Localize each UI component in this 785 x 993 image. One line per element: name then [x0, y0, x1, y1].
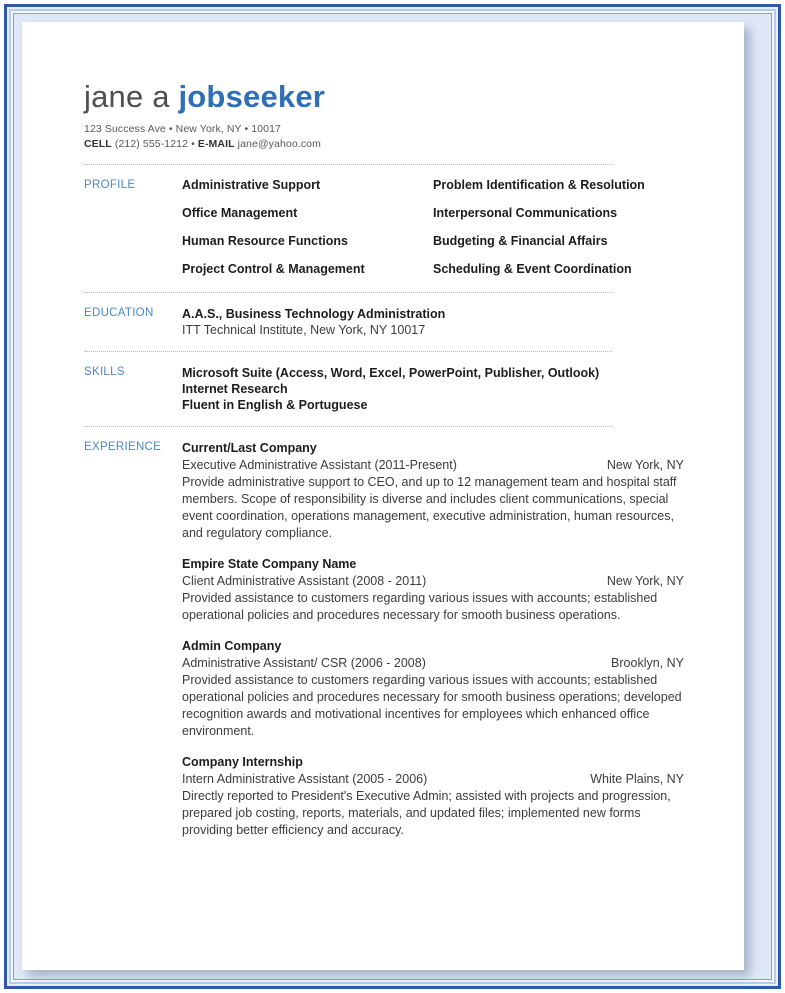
section-experience — [84, 440, 684, 853]
profile-item: Budgeting & Financial Affairs — [433, 234, 608, 248]
profile-item: Human Resource Functions — [182, 234, 348, 248]
job-location: Brooklyn, NY — [611, 656, 684, 670]
job-location: New York, NY — [606, 574, 684, 588]
contact-phone-email — [84, 138, 684, 150]
profile-item: Interpersonal Communications — [433, 206, 618, 220]
skills-item: Microsoft Suite (Access, Word, Excel, PowerPoint, Publisher, Outlook) — [182, 366, 600, 380]
experience-body — [182, 440, 684, 853]
profile-item: Office Management — [182, 206, 298, 220]
section-label-profile: PROFILE — [84, 179, 136, 191]
section-education — [84, 306, 684, 338]
name-last: jobseeker — [178, 79, 326, 114]
job-role: Client Administrative Assistant (2008 - 2011) — [182, 574, 427, 588]
cell-label: CELL — [84, 138, 112, 150]
section-label-education: EDUCATION — [84, 307, 154, 319]
job-role: Administrative Assistant/ CSR (2006 - 2008) — [182, 656, 426, 670]
skills-item: Internet Research — [182, 382, 288, 396]
resume-header — [84, 78, 684, 165]
job-company: Current/Last Company — [182, 441, 317, 455]
job-role: Executive Administrative Assistant (2011-Present) — [182, 458, 457, 472]
resume-content — [84, 78, 684, 853]
name-first: jane a — [84, 79, 179, 114]
profile-item: Problem Identification & Resolution — [433, 178, 645, 192]
experience-entry — [182, 754, 684, 839]
job-company: Admin Company — [182, 639, 282, 653]
profile-item: Scheduling & Event Coordination — [433, 262, 632, 276]
contact-address: 123 Success Ave • New York, NY • 10017 — [84, 123, 281, 135]
resume-page — [22, 22, 744, 970]
job-description: Provided assistance to customers regarding various issues with accounts; established operational policies and procedures necessary for smooth business operations; developed recognition awards and motivational incentives for employees which enhanced office environment. — [182, 673, 682, 738]
skills-divider — [84, 426, 612, 427]
profile-column-right — [433, 178, 684, 290]
profile-divider — [84, 292, 612, 293]
experience-entry — [182, 556, 684, 624]
job-location: White Plains, NY — [590, 772, 684, 786]
profile-item: Administrative Support — [182, 178, 321, 192]
email-value: jane@yahoo.com — [234, 138, 321, 150]
job-role: Intern Administrative Assistant (2005 - 2006) — [182, 772, 428, 786]
job-description: Directly reported to President's Executive Admin; assisted with projects and progression, prepared job costing, reports, materials, and updated files; implemented new forms providing better efficiency and accuracy. — [182, 789, 671, 837]
job-location: New York, NY — [606, 458, 684, 472]
section-skills — [84, 365, 684, 413]
section-label-skills: SKILLS — [84, 366, 125, 378]
profile-column-left — [182, 178, 433, 290]
job-description: Provide administrative support to CEO, and up to 12 management team and hospital staff members. Scope of responsibility is diverse and includes client communications, special event coordination, operations management, executive administration, human resources, and regulatory compliance. — [182, 475, 677, 540]
skills-body — [182, 365, 684, 413]
profile-item: Project Control & Management — [182, 262, 365, 276]
section-label-experience: EXPERIENCE — [84, 441, 162, 453]
education-degree: A.A.S., Business Technology Administration — [182, 307, 446, 321]
profile-body — [182, 178, 684, 290]
job-company: Empire State Company Name — [182, 557, 357, 571]
cell-value: (212) 555-1212 • — [111, 138, 198, 150]
experience-entry — [182, 440, 684, 542]
section-profile — [84, 178, 684, 290]
education-divider — [84, 351, 612, 352]
job-description: Provided assistance to customers regarding various issues with accounts; established operational policies and procedures necessary for smooth business operations. — [182, 591, 658, 622]
experience-entry — [182, 638, 684, 740]
education-school: ITT Technical Institute, New York, NY 10017 — [182, 323, 426, 337]
candidate-name — [84, 78, 684, 116]
education-body — [182, 306, 684, 338]
skills-item: Fluent in English & Portuguese — [182, 398, 368, 412]
email-label: E-MAIL — [197, 138, 235, 150]
header-divider — [84, 164, 612, 165]
job-company: Company Internship — [182, 755, 303, 769]
